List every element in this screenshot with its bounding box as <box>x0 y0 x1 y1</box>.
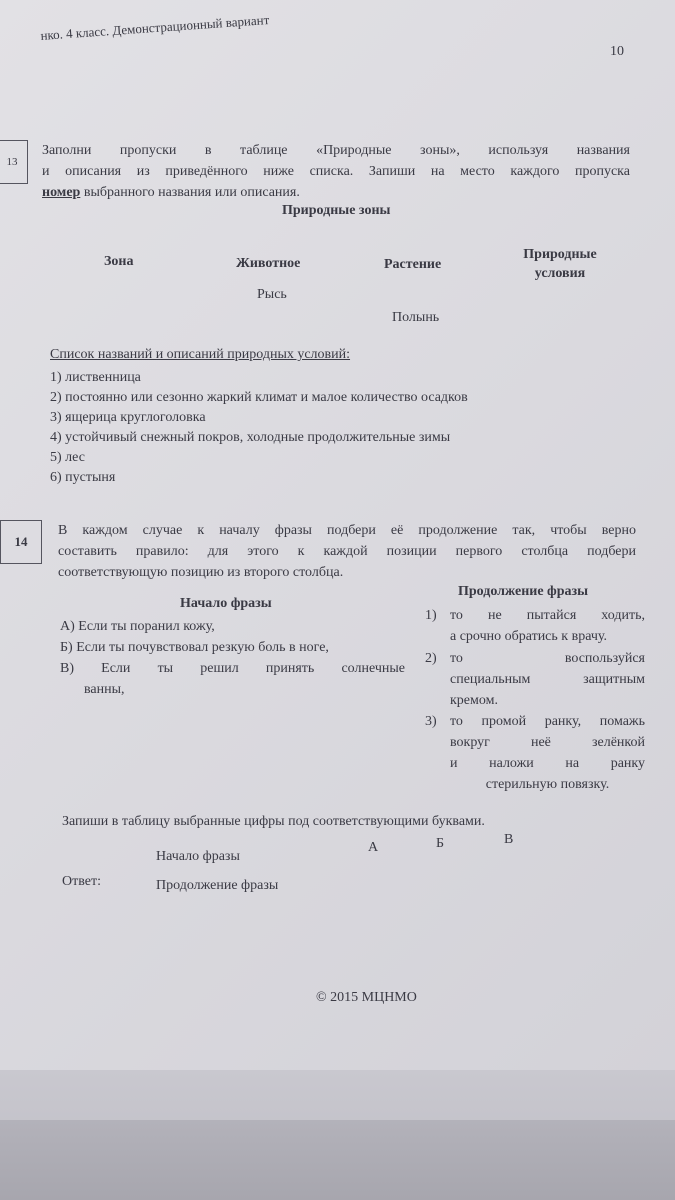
q13-line-3 <box>42 182 630 203</box>
table-header-zone: Зона <box>104 254 134 269</box>
right-item-2-num: 2) <box>425 651 437 666</box>
q14-line-1: В каждом случае к началу фразы подбери её продолжение так, чтобы верно <box>58 523 636 538</box>
right-column-title: Продолжение фразы <box>458 584 589 599</box>
q13-line-1: Заполни пропуски в таблице «Природные зоны», используя названия <box>42 143 630 158</box>
left-item-b: Б) Если ты почувствовал резкую боль в ноге, <box>60 640 329 655</box>
answer-letter-v: В <box>504 832 514 847</box>
left-column-title: Начало фразы <box>180 596 272 611</box>
list-item: 4) устойчивый снежный покров, холодные продолжительные зимы <box>50 430 451 445</box>
answer-row-continuation: Продолжение фразы <box>156 878 279 893</box>
q13-keyword: номер <box>42 185 81 200</box>
list-item: 1) лиственница <box>50 370 141 385</box>
question-13-text <box>42 140 630 203</box>
left-item-c-cont: ванны, <box>84 682 125 697</box>
answer-letter-a: А <box>368 840 379 855</box>
right-item-2-line: то воспользуйся <box>450 651 645 666</box>
right-item-2-line: специальным защитным <box>450 672 645 687</box>
right-item-1-line: а срочно обратись к врачу. <box>450 629 607 644</box>
right-item-2-line: кремом. <box>450 693 498 708</box>
q14-line-2: составить правило: для этого к каждой позиции первого столбца подбери <box>58 544 636 559</box>
right-item-1-line: то не пытайся ходить, <box>450 608 645 623</box>
right-item-3-line: то промой ранку, помажь <box>450 714 645 729</box>
question-14-text <box>58 520 636 583</box>
page-header: нко. 4 класс. Демонстрационный вариант <box>40 12 270 43</box>
table-surface <box>0 1120 675 1200</box>
question-13-number: 13 <box>6 156 18 168</box>
q13-line-2: и описания из приведённого ниже списка. Запиши на место каждого пропуска <box>42 164 630 179</box>
table-title: Природные зоны <box>282 203 391 218</box>
q13-line-3-rest: выбранного названия или описания. <box>80 185 300 200</box>
list-item: 2) постоянно или сезонно жаркий климат и малое количество осадков <box>50 390 468 405</box>
right-item-3-line: стерильную повязку. <box>485 777 610 792</box>
list-item: 3) ящерица круглоголовка <box>50 410 206 425</box>
left-item-a: А) Если ты поранил кожу, <box>60 619 215 634</box>
answer-letter-b: Б <box>436 836 445 851</box>
table-header-conditions: Природные условия <box>523 247 597 281</box>
page-number: 10 <box>610 44 624 59</box>
table-cell-plant: Полынь <box>392 310 440 325</box>
list-item: 5) лес <box>50 450 85 465</box>
q14-line-3: соответствующую позицию из второго столбца. <box>58 565 344 580</box>
table-header-animal: Животное <box>236 256 301 271</box>
left-item-c: В) Если ты решил принять солнечные <box>60 661 405 676</box>
right-item-3-num: 3) <box>425 714 437 729</box>
table-cell-animal: Рысь <box>257 287 287 302</box>
answer-instruction: Запиши в таблицу выбранные цифры под соответствующими буквами. <box>62 814 485 829</box>
table-header-plant: Растение <box>384 257 442 272</box>
copyright-footer: © 2015 МЦНМО <box>316 990 417 1005</box>
question-14-number: 14 <box>14 534 28 549</box>
list-item: 6) пустыня <box>50 470 116 485</box>
right-item-1-num: 1) <box>425 608 437 623</box>
answer-label: Ответ: <box>62 874 101 889</box>
right-item-3-line: вокруг неё зелёнкой <box>450 735 645 750</box>
right-item-3-line: и наложи на ранку <box>450 756 645 771</box>
question-14-number-box <box>0 520 42 564</box>
answer-row-start: Начало фразы <box>156 849 240 864</box>
list-title: Список названий и описаний природных условий: <box>50 347 351 362</box>
question-13-number-box <box>0 140 28 184</box>
